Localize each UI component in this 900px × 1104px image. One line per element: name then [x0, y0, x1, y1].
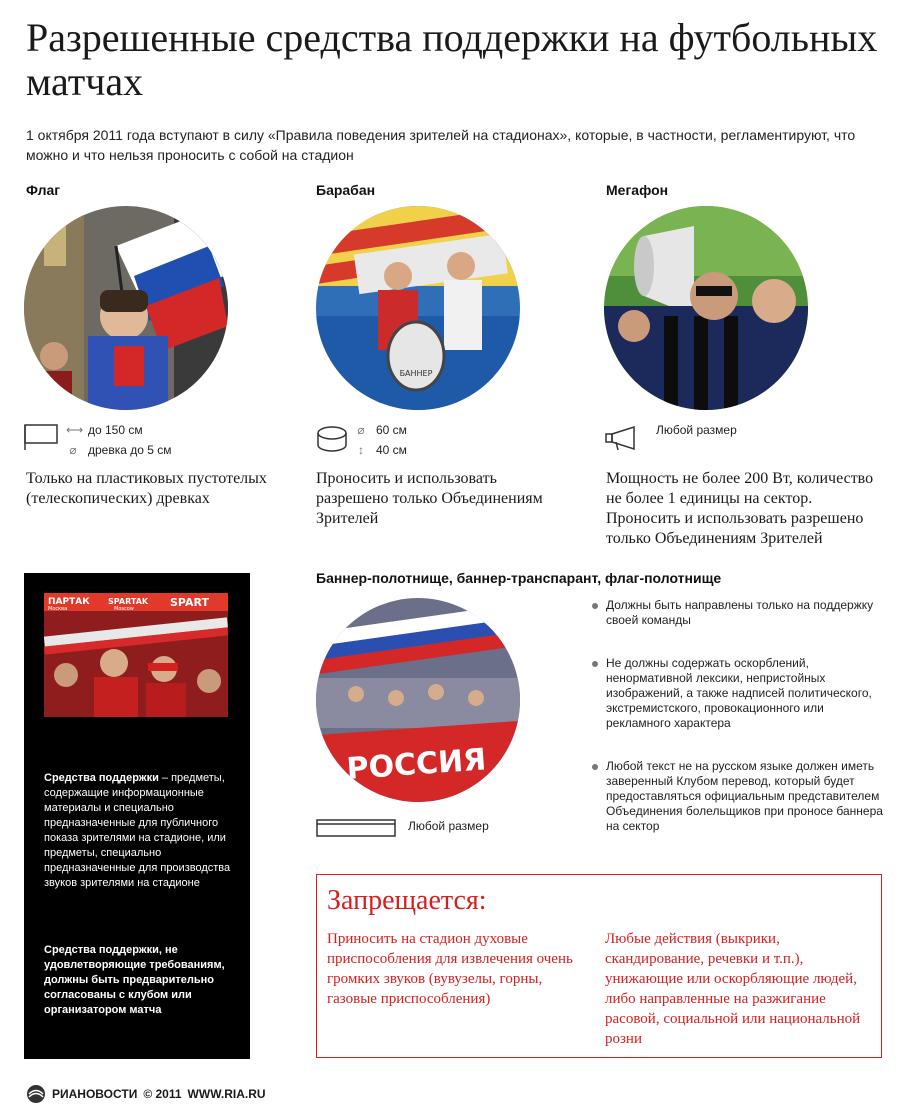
photo-banner-sub: Москва: [48, 606, 68, 612]
footer-brand: РИАНОВОСТИ: [52, 1087, 138, 1101]
length-arrow-icon: ⟷: [66, 423, 84, 437]
banner-photo-text: РОССИЯ: [345, 742, 488, 787]
panel-note: Средства поддержки, не удовлетворяющие требованиям, должны быть предварительно согласованы с клубом или организатором матча: [44, 944, 225, 1016]
flag-heading: Флаг: [26, 182, 61, 198]
photo-banner-mid-sub: Moscow: [114, 606, 134, 612]
footer-site[interactable]: WWW.RIA.RU: [187, 1087, 266, 1101]
drum-diameter: 60 см: [376, 423, 407, 437]
banner-rule: Не должны содержать оскорблений, ненормативной лексики, непристойных изображений, а также надписей политического, экстремистского, провокационного или рекламного характера: [592, 656, 884, 731]
drum-photo: [316, 206, 520, 410]
drum-photo-label: БАННЕР: [399, 369, 433, 378]
page-title: Разрешенные средства поддержки на футбольных матчах: [26, 15, 878, 104]
height-arrow-icon: ↕: [358, 443, 364, 457]
flag-length: до 150 см: [88, 423, 143, 437]
megaphone-heading: Мегафон: [606, 182, 669, 198]
forbidden-title: Запрещается:: [327, 885, 487, 916]
banner-icon: [316, 818, 398, 840]
megaphone-description: Мощность не более 200 Вт, количество не более 1 единицы на сектор. Проносить и использовать разрешено только Объединениям Зрителей: [606, 470, 874, 547]
drum-height: 40 см: [376, 443, 407, 457]
megaphone-size: Любой размер: [656, 423, 737, 437]
flag-photo: [24, 206, 228, 410]
definition-term: Средства поддержки: [44, 772, 159, 784]
photo-banner-right: SPART: [170, 596, 209, 609]
definition-text: [44, 771, 236, 891]
diameter-icon: ⌀: [357, 423, 365, 437]
footer-copyright: © 2011: [143, 1087, 182, 1101]
info-panel: [24, 573, 250, 1059]
forbidden-box: [316, 874, 882, 1058]
megaphone-icon: [604, 426, 644, 452]
banner-rule: Должны быть направлены только на поддержку своей команды: [592, 598, 884, 628]
page-subtitle: 1 октября 2011 года вступают в силу «Правила поведения зрителей на стадионах», которые, в частности, регламентируют, что можно и что нельзя проносить с собой на стадион: [26, 127, 856, 163]
flag-pole: древка до 5 см: [88, 443, 172, 457]
diameter-icon: ⌀: [69, 443, 77, 457]
flag-description: Только на пластиковых пустотелых (телескопических) древках: [26, 470, 267, 507]
forbidden-item-right: Любые действия (выкрики, скандирование, речевки и т.п.), унижающие или оскорбляющие людей, либо направленные на разжигание расовой, социальной или национальной розни: [605, 931, 861, 1047]
drum-heading: Барабан: [316, 182, 376, 198]
banner-size: Любой размер: [408, 819, 489, 833]
drum-description: Проносить и использовать разрешено только Объединениям Зрителей: [316, 470, 543, 527]
photo-banner-mid: SPARTAK: [108, 597, 149, 606]
ria-logo-icon: [26, 1084, 46, 1104]
flag-icon: [24, 424, 58, 450]
banner-rules: [592, 598, 884, 852]
banner-heading: Баннер-полотнище, баннер-транспарант, флаг-полотнище: [316, 570, 722, 586]
banner-photo: [316, 598, 520, 802]
footer: [26, 1084, 266, 1104]
photo-banner-left: ПАРТАК: [48, 597, 90, 607]
megaphone-photo: [604, 206, 808, 410]
spartak-fans-photo: [44, 593, 228, 717]
banner-rule: Любой текст не на русском языке должен иметь заверенный Клубом перевод, который будет предоставляться официальным представителем Объединения болельщиков при проносе баннера на сектор: [592, 759, 884, 834]
drum-icon: [316, 426, 348, 452]
definition-body: – предметы, содержащие информационные материалы и специально предназначенные для публичного показа зрителями на стадионе, или предметы, специально предназначенные для производства звуков зрителями на стадионе: [44, 772, 231, 889]
forbidden-item-left: Приносить на стадион духовые приспособления для извлечения очень громких звуков (вувузелы, горны, газовые приспособления): [327, 931, 573, 1007]
